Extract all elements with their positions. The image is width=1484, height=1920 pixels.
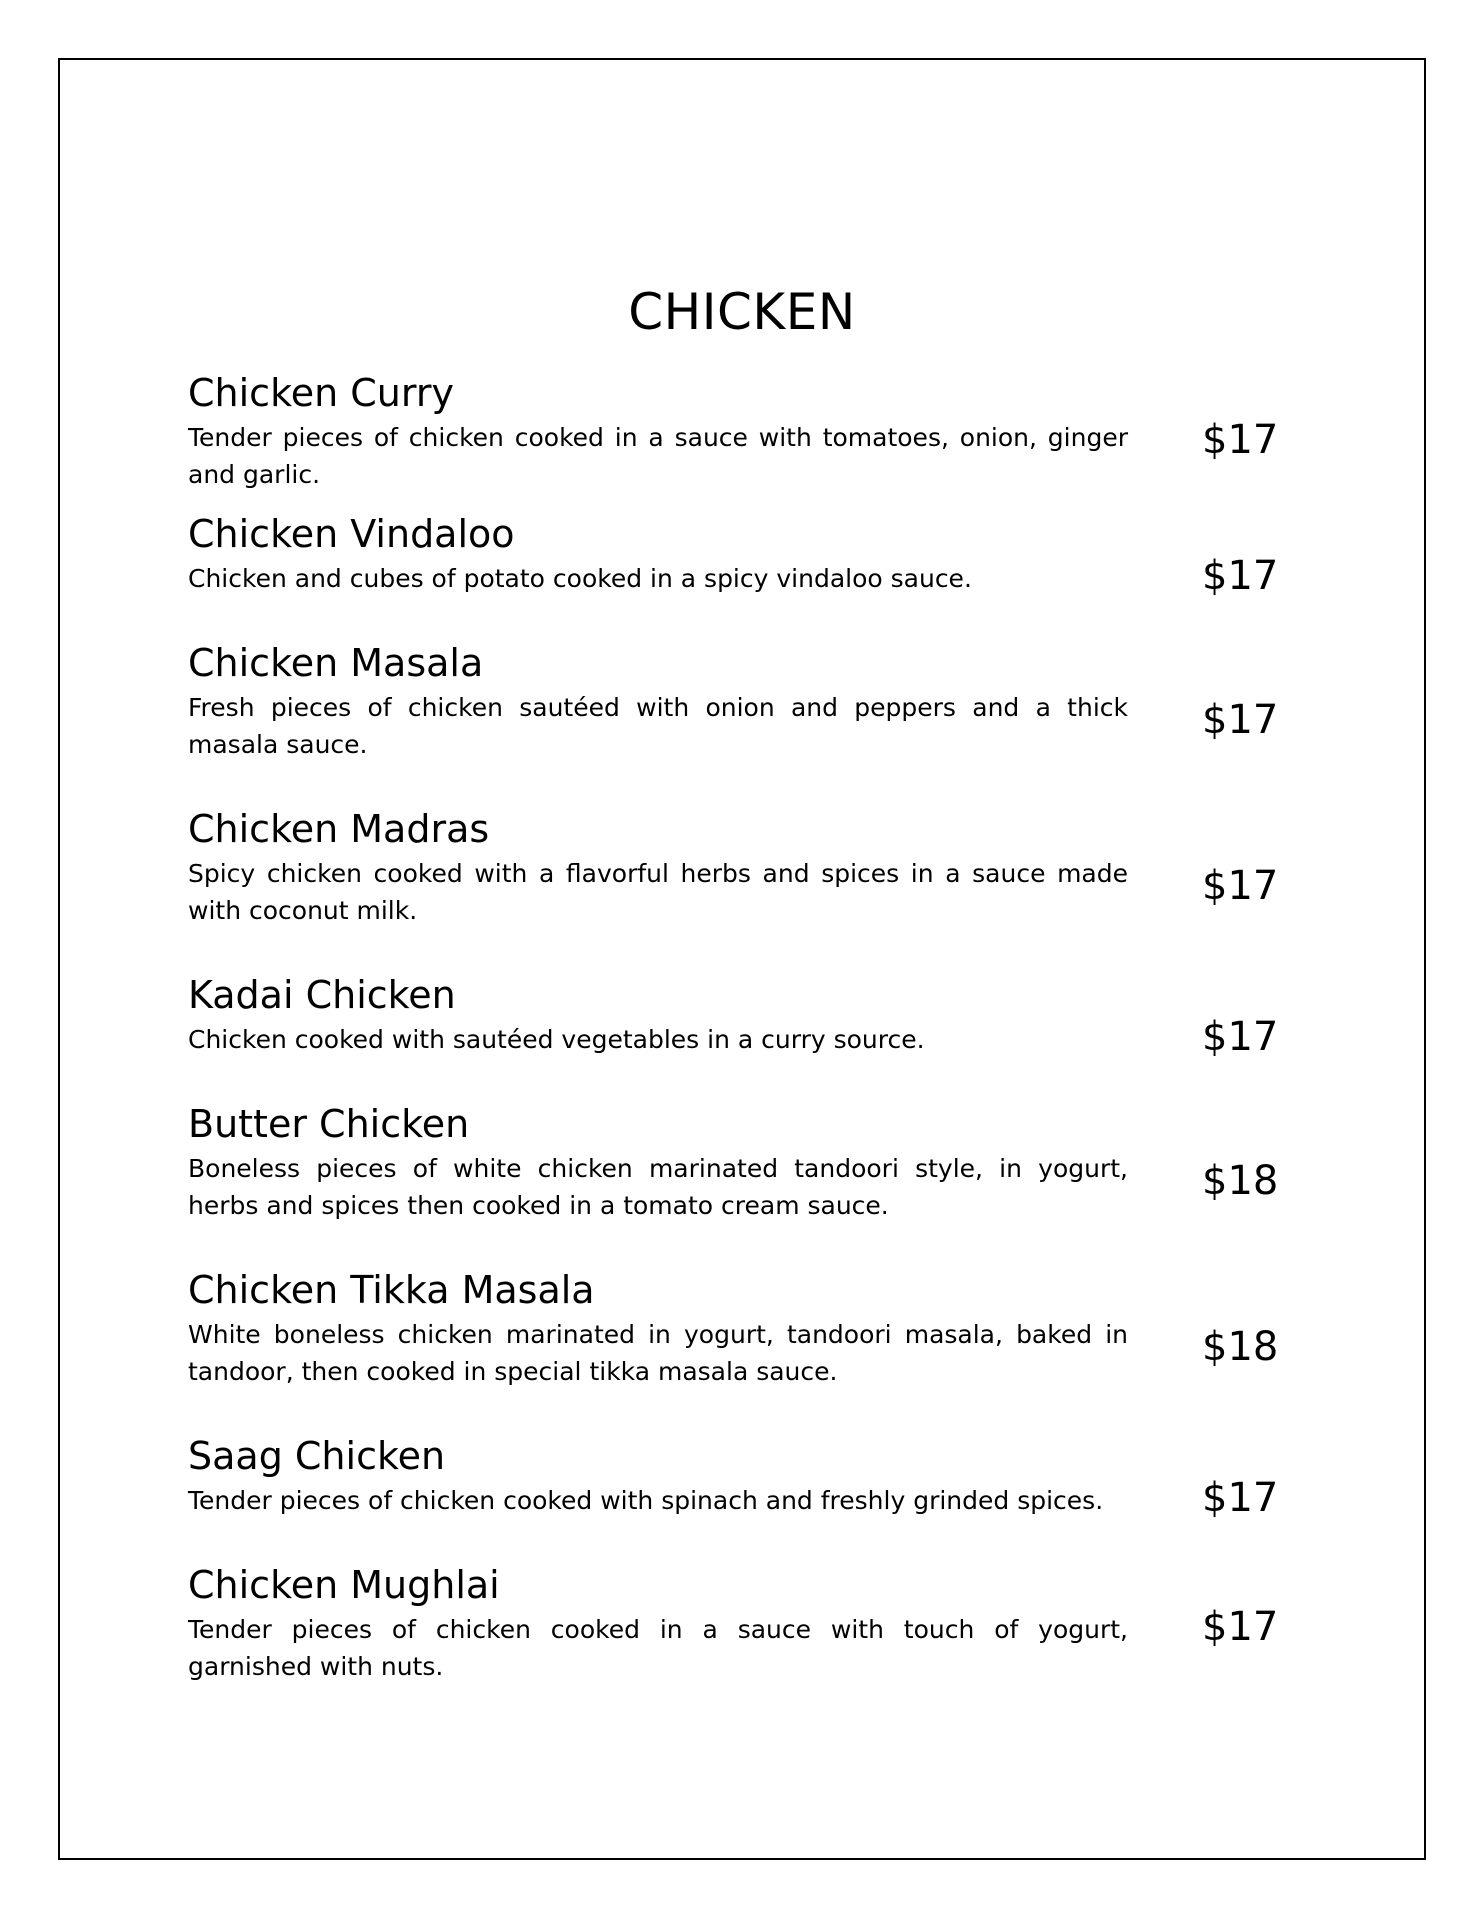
item-price: $17 (1202, 1604, 1279, 1650)
item-name: Chicken Madras (188, 807, 490, 851)
menu-item-chicken-vindaloo (188, 511, 1288, 597)
item-description: Fresh pieces of chicken sautéed with onion and peppers and a thick masala sauce. (188, 693, 1128, 759)
item-name: Saag Chicken (188, 1434, 446, 1478)
item-description: Tender pieces of chicken cooked in a sauce with tomatoes, onion, ginger and garlic. (188, 423, 1128, 489)
item-price: $17 (1202, 417, 1279, 463)
menu-section-title: CHICKEN (628, 282, 856, 341)
item-description: Tender pieces of chicken cooked with spinach and freshly grinded spices. (188, 1486, 1104, 1515)
item-name: Chicken Masala (188, 641, 484, 685)
item-price: $17 (1202, 863, 1279, 909)
item-price: $18 (1202, 1324, 1279, 1370)
item-description: Chicken and cubes of potato cooked in a spicy vindaloo sauce. (188, 564, 972, 593)
item-description: Spicy chicken cooked with a flavorful herbs and spices in a sauce made with coconut milk. (188, 859, 1128, 925)
menu-item-butter-chicken (188, 1101, 1288, 1224)
menu-item-chicken-curry (188, 370, 1288, 493)
item-description: Tender pieces of chicken cooked in a sauce with touch of yogurt, garnished with nuts. (188, 1615, 1128, 1681)
item-price: $17 (1202, 697, 1279, 743)
item-price: $17 (1202, 1475, 1279, 1521)
item-name: Chicken Mughlai (188, 1563, 500, 1607)
item-name: Kadai Chicken (188, 973, 456, 1017)
item-description: Boneless pieces of white chicken marinated tandoori style, in yogurt, herbs and spices then cooked in a tomato cream sauce. (188, 1154, 1128, 1220)
item-price: $17 (1202, 553, 1279, 599)
item-name: Chicken Vindaloo (188, 512, 515, 556)
item-price: $18 (1202, 1158, 1279, 1204)
menu-item-chicken-tikka-masala (188, 1267, 1288, 1390)
item-name: Chicken Tikka Masala (188, 1268, 595, 1312)
menu-item-chicken-madras (188, 806, 1288, 929)
item-name: Butter Chicken (188, 1102, 470, 1146)
item-description: White boneless chicken marinated in yogurt, tandoori masala, baked in tandoor, then cooked in special tikka masala sauce. (188, 1320, 1128, 1386)
item-name: Chicken Curry (188, 371, 454, 415)
menu-item-kadai-chicken (188, 972, 1288, 1058)
menu-item-chicken-masala (188, 640, 1288, 763)
item-description: Chicken cooked with sautéed vegetables in a curry source. (188, 1025, 925, 1054)
menu-item-chicken-mughlai (188, 1562, 1288, 1685)
menu-item-saag-chicken (188, 1433, 1288, 1519)
item-price: $17 (1202, 1014, 1279, 1060)
